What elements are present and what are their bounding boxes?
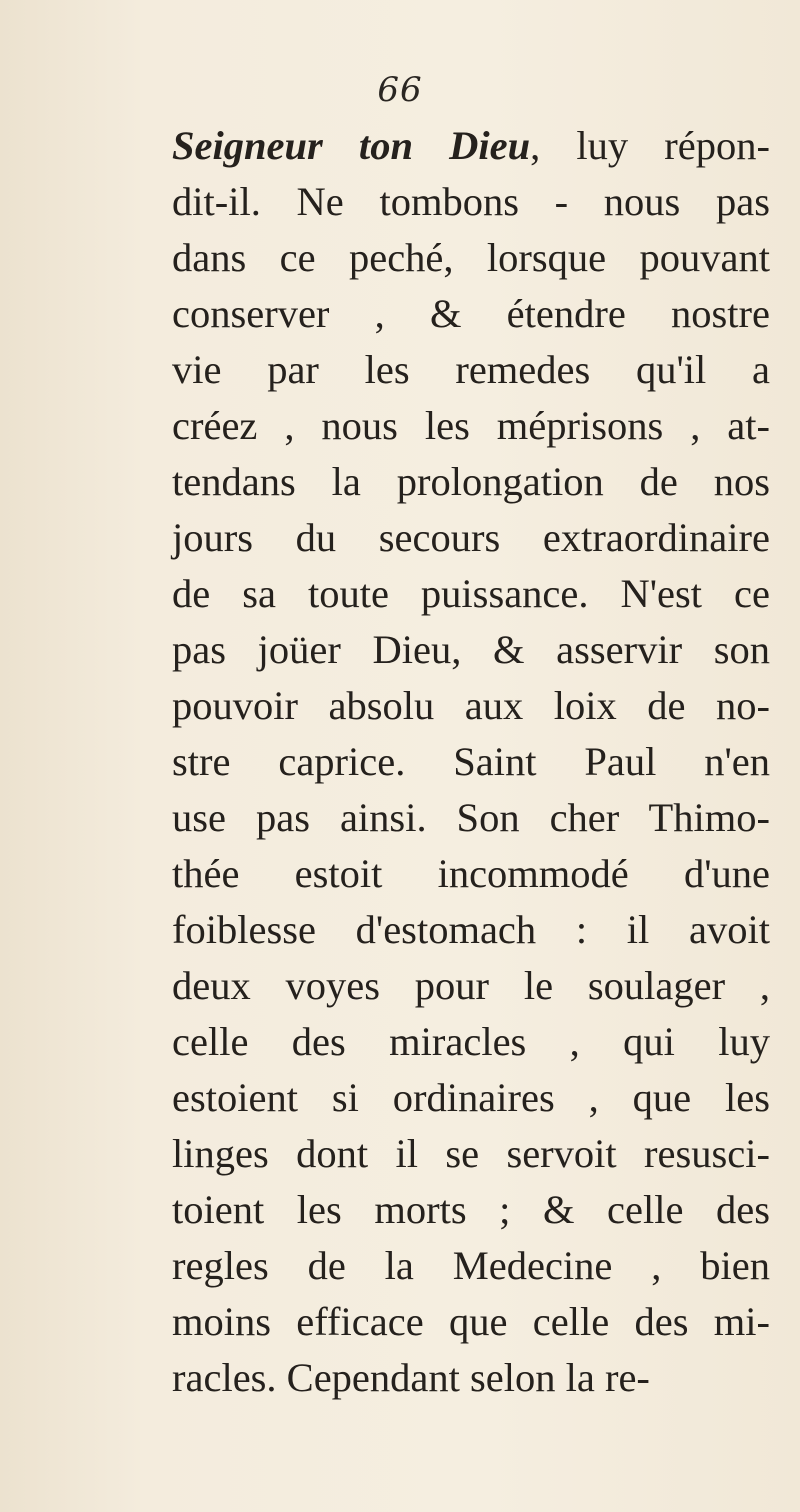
text-line (172, 1294, 770, 1350)
text-line (172, 118, 770, 174)
text-line (172, 902, 770, 958)
text-segment: celle des miracles , qui luy (172, 1019, 770, 1064)
text-line (172, 342, 770, 398)
text-segment: vie par les remedes qu'il a (172, 347, 770, 392)
text-segment: regles de la Medecine , bien (172, 1243, 770, 1288)
text-line (172, 230, 770, 286)
text-segment: dit-il. Ne tombons - nous pas (172, 179, 770, 224)
text-line (172, 790, 770, 846)
text-segment: racles. Cependant selon la re- (172, 1355, 650, 1400)
text-line (172, 510, 770, 566)
text-line (172, 1238, 770, 1294)
text-segment: dans ce peché, lorsque pouvant (172, 235, 770, 280)
text-line (172, 1126, 770, 1182)
text-segment: moins efficace que celle des mi- (172, 1299, 770, 1344)
text-line (172, 454, 770, 510)
text-line (172, 566, 770, 622)
text-line (172, 1350, 770, 1406)
text-segment: pouvoir absolu aux loix de no- (172, 683, 770, 728)
text-segment: pas joüer Dieu, & asservir son (172, 627, 770, 672)
text-segment: stre caprice. Saint Paul n'en (172, 739, 770, 784)
italic-text: Seigneur ton Dieu (172, 123, 531, 168)
text-segment: foiblesse d'estomach : il avoit (172, 907, 770, 952)
text-line (172, 1014, 770, 1070)
text-line (172, 958, 770, 1014)
text-segment: créez , nous les méprisons , at- (172, 403, 770, 448)
text-segment: use pas ainsi. Son cher Thimo- (172, 795, 770, 840)
text-segment: deux voyes pour le soulager , (172, 963, 770, 1008)
text-segment: , luy répon- (530, 123, 770, 168)
text-line (172, 286, 770, 342)
text-segment: estoient si ordinaires , que les (172, 1075, 770, 1120)
text-segment: thée estoit incommodé d'une (172, 851, 770, 896)
text-line (172, 734, 770, 790)
text-line (172, 622, 770, 678)
text-line (172, 846, 770, 902)
text-segment: toient les morts ; & celle des (172, 1187, 770, 1232)
text-segment: linges dont il se servoit resusci- (172, 1131, 770, 1176)
text-line (172, 174, 770, 230)
text-line (172, 1070, 770, 1126)
text-line (172, 678, 770, 734)
text-line (172, 398, 770, 454)
text-line (172, 1182, 770, 1238)
text-segment: conserver , & étendre nostre (172, 291, 770, 336)
body-text (172, 118, 770, 1406)
text-segment: tendans la prolongation de nos (172, 459, 770, 504)
text-segment: jours du secours extraordinaire (172, 515, 770, 560)
text-segment: de sa toute puissance. N'est ce (172, 571, 770, 616)
page-number: 66 (377, 70, 423, 110)
